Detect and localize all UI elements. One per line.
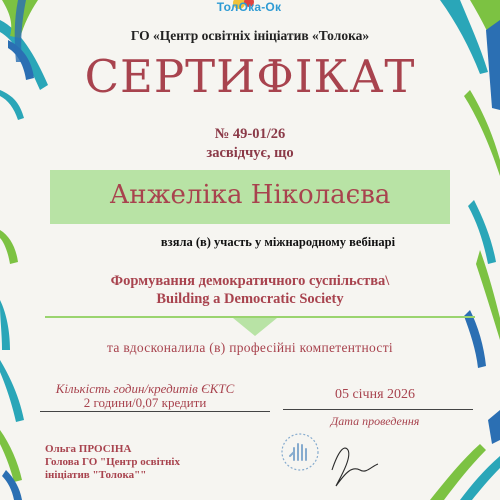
certificate-title: СЕРТИФІКАТ [84, 50, 416, 103]
participation-text: взяла (в) участь у міжнародному вебінарі [160, 235, 396, 249]
logo: ТолОка-Ок [216, 0, 282, 14]
date-underline [283, 409, 473, 410]
certificate-number: № 49-01/26 [214, 126, 286, 142]
signature [332, 448, 378, 486]
certifies-text: засвідчує, що [206, 145, 294, 161]
event-date: 05 січня 2026 [334, 387, 416, 402]
organization-name: ГО «Центр освітніх ініціатив «Толока» [130, 28, 370, 43]
signer-role-line1: Голова ГО "Центр освітніх [45, 456, 180, 468]
date-label: Дата проведення [330, 414, 420, 428]
webinar-topic-ua: Формування демократичного суспільства\ [110, 273, 390, 289]
signer-role-line2: ініціатив "Толока"" [45, 469, 147, 481]
hours-label: Кількість годин/кредитів ЄКТС [55, 381, 235, 396]
recipient-name: Анжеліка Ніколаєва [109, 180, 391, 210]
hours-value: 2 години/0,07 кредити [83, 395, 207, 410]
webinar-topic-en: Building a Democratic Society [156, 291, 344, 307]
competence-text: та вдосконалила (в) професійні компетентності [107, 340, 393, 355]
hand-stamp [282, 434, 318, 470]
divider-chevron [233, 318, 277, 336]
signer-name: Ольга ПРОСІНА [45, 443, 132, 455]
hours-underline [40, 411, 270, 412]
